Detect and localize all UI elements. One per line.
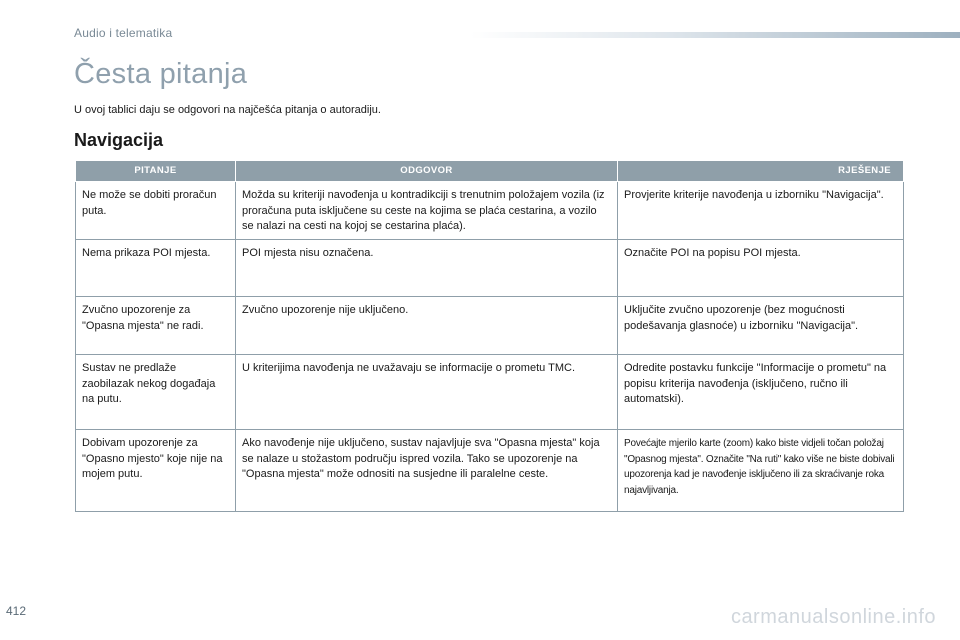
table-row bbox=[76, 182, 904, 240]
column-header-question: PITANJE bbox=[76, 161, 236, 182]
column-header-solution: RJEŠENJE bbox=[618, 161, 904, 182]
table-row bbox=[76, 297, 904, 355]
solution-cell: Povećajte mjerilo karte (zoom) kako biste vidjeli točan položaj "Opasnog mjesta". Označite "Na ruti" kako više ne biste dobivali upozorenja kad je navođenje isključeno ili za skraćivanje roka najavljivanja. bbox=[618, 430, 904, 512]
table-row bbox=[76, 355, 904, 430]
answer-cell: Ako navođenje nije uključeno, sustav najavljuje sva "Opasna mjesta" koja se nalaze u stožastom području ispred vozila. Tako se upozorenje na "Opasna mjesta" može odnositi na susjedne ili paralelne ceste. bbox=[236, 430, 618, 512]
column-header-answer: ODGOVOR bbox=[236, 161, 618, 182]
solution-cell: Uključite zvučno upozorenje (bez mogućnosti podešavanja glasnoće) u izborniku "Navigacija". bbox=[618, 297, 904, 355]
answer-cell: Možda su kriteriji navođenja u kontradikciji s trenutnim položajem vozila (iz proračuna puta isključene su ceste na kojima se plaća cestarina, a vozilo se nalazi na cesti na kojoj se cestarina plaća). bbox=[236, 182, 618, 240]
question-cell: Dobivam upozorenje za "Opasno mjesto" koje nije na mojem putu. bbox=[76, 430, 236, 512]
watermark: carmanualsonline.info bbox=[730, 606, 936, 628]
section-header: Audio i telematika bbox=[74, 26, 173, 40]
page-number: 412 bbox=[6, 604, 27, 618]
solution-cell: Odredite postavku funkcije "Informacije o prometu" na popisu kriterija navođenja (isključeno, ručno ili automatski). bbox=[618, 355, 904, 430]
header-decorative-bar bbox=[470, 32, 960, 38]
question-cell: Zvučno upozorenje za "Opasna mjesta" ne radi. bbox=[76, 297, 236, 355]
section-title: Navigacija bbox=[74, 130, 164, 150]
table-header-row bbox=[76, 161, 904, 182]
answer-cell: POI mjesta nisu označena. bbox=[236, 240, 618, 297]
solution-cell: Provjerite kriterije navođenja u izborniku "Navigacija". bbox=[618, 182, 904, 240]
faq-table bbox=[75, 160, 904, 512]
question-cell: Ne može se dobiti proračun puta. bbox=[76, 182, 236, 240]
table-row bbox=[76, 240, 904, 297]
table-row bbox=[76, 430, 904, 512]
answer-cell: U kriterijima navođenja ne uvažavaju se informacije o prometu TMC. bbox=[236, 355, 618, 430]
question-cell: Sustav ne predlaže zaobilazak nekog događaja na putu. bbox=[76, 355, 236, 430]
question-cell: Nema prikaza POI mjesta. bbox=[76, 240, 236, 297]
solution-cell: Označite POI na popisu POI mjesta. bbox=[618, 240, 904, 297]
intro-text: U ovoj tablici daju se odgovori na najčešća pitanja o autoradiju. bbox=[74, 104, 381, 116]
answer-cell: Zvučno upozorenje nije uključeno. bbox=[236, 297, 618, 355]
page-title: Česta pitanja bbox=[74, 58, 248, 90]
